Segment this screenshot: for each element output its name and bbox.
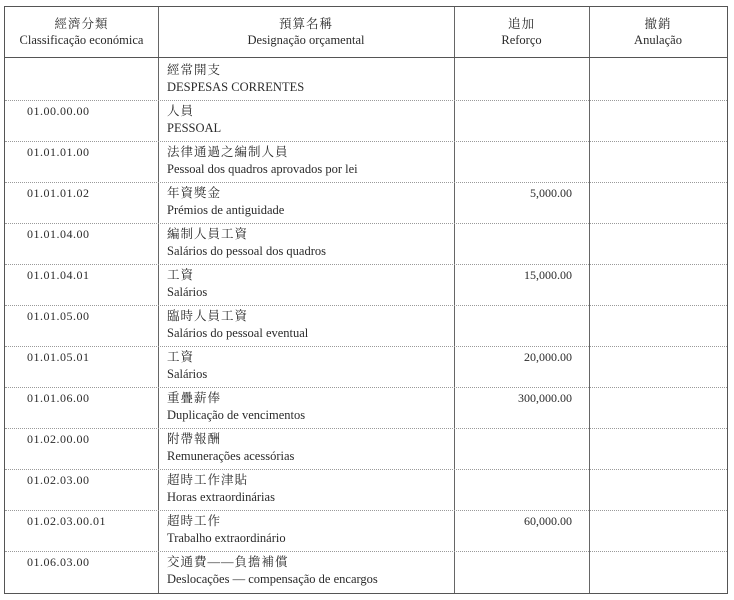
row-code: 01.02.03.00.01 (27, 514, 106, 528)
row-description (167, 144, 358, 178)
table-row (5, 305, 727, 346)
row-description-zh: 工資 (167, 350, 195, 364)
row-code: 01.01.04.01 (27, 268, 90, 282)
row-description-zh: 法律通過之編制人員 (167, 145, 289, 159)
row-description (167, 103, 221, 137)
row-code: 01.01.05.00 (27, 309, 90, 323)
row-reforco: 5,000.00 (530, 186, 572, 200)
row-description-pt: Salários (167, 285, 208, 299)
row-code: 01.01.01.02 (27, 186, 90, 200)
header-anulacao-zh: 撤銷 (644, 17, 672, 31)
row-description-zh: 附帶報酬 (167, 432, 222, 446)
row-description-zh: 重疊薪俸 (167, 391, 222, 405)
table-row (5, 182, 727, 223)
header-designation-zh: 預算名稱 (278, 17, 333, 31)
row-code: 01.01.04.00 (27, 227, 90, 241)
header-designation-pt: Designação orçamental (247, 33, 365, 47)
row-description-pt: DESPESAS CORRENTES (167, 80, 305, 94)
row-description-zh: 經常開支 (167, 63, 222, 77)
table-row (5, 469, 727, 510)
table-row (5, 100, 727, 141)
row-code: 01.01.06.00 (27, 391, 90, 405)
row-description-pt: PESSOAL (167, 121, 222, 135)
row-code: 01.00.00.00 (27, 104, 90, 118)
header-anulacao-pt: Anulação (634, 33, 682, 47)
header-designation (158, 16, 454, 48)
row-reforco: 15,000.00 (524, 268, 572, 282)
table-row (5, 428, 727, 469)
row-description (167, 349, 207, 383)
header-reforco (454, 16, 589, 48)
row-reforco: 300,000.00 (518, 391, 572, 405)
row-description-zh: 超時工作津貼 (167, 473, 249, 487)
row-description-zh: 編制人員工資 (167, 227, 249, 241)
row-code: 01.02.03.00 (27, 473, 90, 487)
row-description-zh: 工資 (167, 268, 195, 282)
row-description-pt: Prémios de antiguidade (167, 203, 285, 217)
header-reforco-zh: 追加 (507, 17, 535, 31)
row-description (167, 554, 378, 588)
row-description (167, 267, 207, 301)
budget-table (4, 6, 728, 594)
table-row (5, 141, 727, 182)
row-description-pt: Remunerações acessórias (167, 449, 295, 463)
row-description-pt: Duplicação de vencimentos (167, 408, 306, 422)
row-description-pt: Salários do pessoal dos quadros (167, 244, 327, 258)
header-classification-pt: Classificação económica (19, 33, 144, 47)
row-description-zh: 年資獎金 (167, 186, 222, 200)
table-row (5, 551, 727, 592)
row-description-zh: 交通費——負擔補償 (167, 555, 289, 569)
row-description (167, 185, 284, 219)
row-description (167, 390, 305, 424)
table-row (5, 346, 727, 387)
header-anulacao (589, 16, 727, 48)
row-description (167, 513, 286, 547)
row-description-zh: 超時工作 (167, 514, 222, 528)
table-header (5, 7, 727, 58)
row-description (167, 62, 304, 96)
row-description-pt: Salários do pessoal eventual (167, 326, 309, 340)
header-classification (5, 16, 158, 48)
table-row (5, 264, 727, 305)
row-description (167, 431, 294, 465)
header-reforco-pt: Reforço (501, 33, 542, 47)
row-description (167, 226, 326, 260)
table-row (5, 510, 727, 551)
row-reforco: 60,000.00 (524, 514, 572, 528)
table-row (5, 59, 727, 100)
row-description-pt: Deslocações — compensação de encargos (167, 572, 378, 586)
table-row (5, 387, 727, 428)
row-code: 01.01.01.00 (27, 145, 90, 159)
row-code: 01.01.05.01 (27, 350, 90, 364)
row-description-pt: Trabalho extraordinário (167, 531, 286, 545)
header-classification-zh: 經濟分類 (54, 17, 109, 31)
row-description-pt: Horas extraordinárias (167, 490, 275, 504)
row-description (167, 308, 308, 342)
row-code: 01.06.03.00 (27, 555, 90, 569)
row-description (167, 472, 275, 506)
row-description-pt: Pessoal dos quadros aprovados por lei (167, 162, 358, 176)
row-reforco: 20,000.00 (524, 350, 572, 364)
row-description-pt: Salários (167, 367, 208, 381)
row-description-zh: 人員 (167, 104, 195, 118)
row-code: 01.02.00.00 (27, 432, 90, 446)
table-row (5, 223, 727, 264)
row-description-zh: 臨時人員工資 (167, 309, 249, 323)
